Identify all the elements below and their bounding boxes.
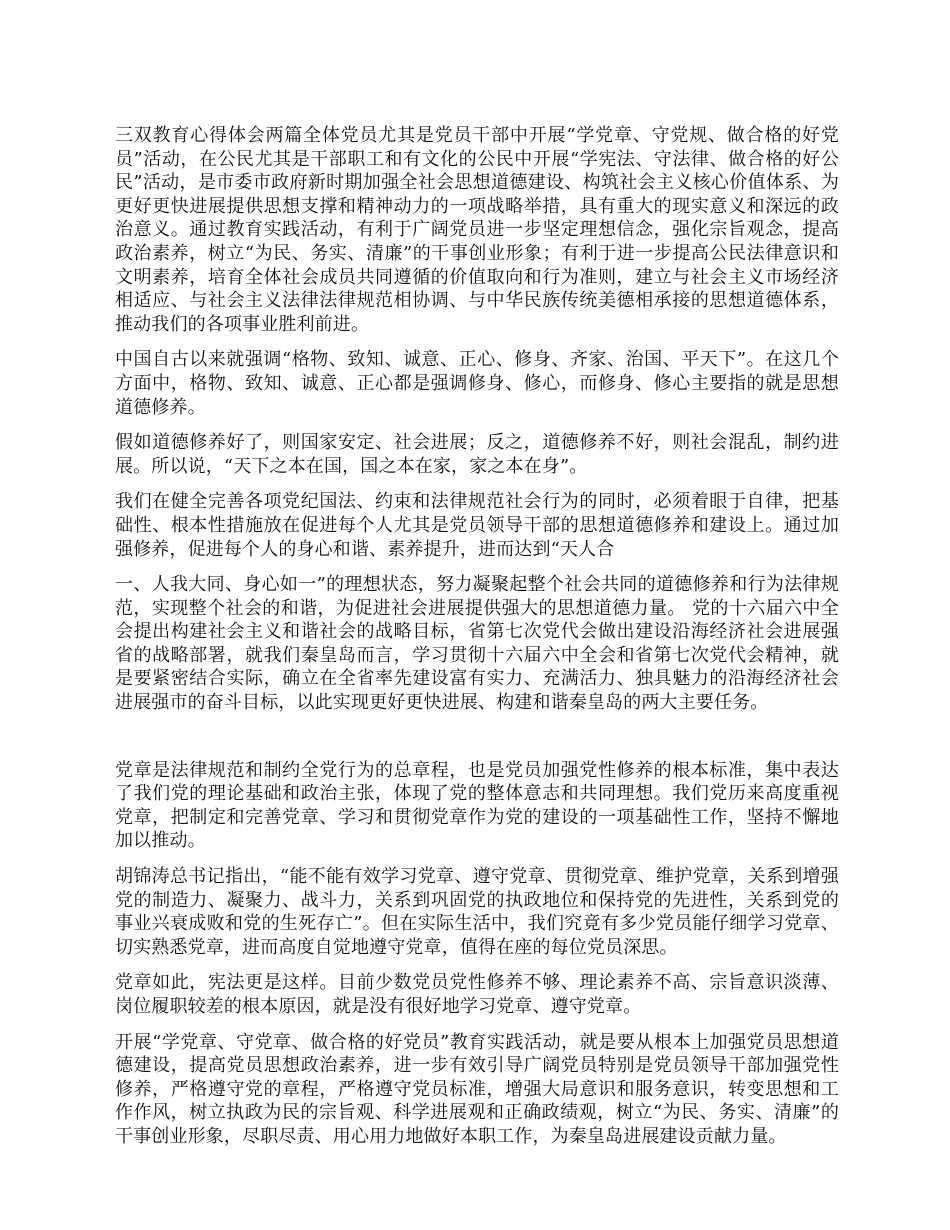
document-page	[115, 124, 839, 1149]
paragraph-party-constitution: 党章是法律规范和制约全党行为的总章程，也是党员加强党性修养的根本标准，集中表达了我们党的理论基础和政治主张，体现了党的整体意志和共同理想。我们党历来高度重视党章，把制定和完善党章、学习和贯彻党章作为党的建设的一项基础性工作，坚持不懈地加以推动。	[115, 759, 839, 852]
paragraph-moral-effects: 假如道德修养好了，则国家安定、社会进展；反之，道德修养不好，则社会混乱，制约进展。所以说，“天下之本在国，国之本在家，家之本在身”。	[115, 432, 839, 477]
paragraph-hu-quote: 胡锦涛总书记指出，“能不能有效学习党章、遵守党章、贯彻党章、维护党章，关系到增强党的制造力、凝聚力、战斗力，关系到巩固党的执政地位和保持党的先进性，关系到党的事业兴衰成败和党的生死存亡”。但在实际生活中，我们究竟有多少党员能仔细学习党章、切实熟悉党章，进而高度自觉地遵守党章，值得在座的每位党员深思。	[115, 866, 839, 958]
paragraph-constitution-law: 党章如此，宪法更是这样。目前少数党员党性修养不够、理论素养不高、宗旨意识淡薄、岗位履职较差的根本原因，就是没有很好地学习党章、遵守党章。	[115, 972, 839, 1017]
paragraph-intro: 三双教育心得体会两篇全体党员尤其是党员干部中开展“学党章、守党规、做合格的好党员”活动，在公民尤其是干部职工和有文化的公民中开展“学宪法、守法律、做合格的好公民”活动，是市委市政府新时期加强全社会思想道德建设、构筑社会主义核心价值体系、为更好更快进展提供思想支撑和精神动力的一项战略举措，具有重大的现实意义和深远的政治意义。通过教育实践活动，有利于广阔党员进一步坚定理想信念，强化宗旨观念，提高政治素养，树立“为民、务实、清廉”的干事创业形象；有利于进一步提高公民法律意识和文明素养，培育全体社会成员共同遵循的价值取向和行为准则，建立与社会主义市场经济相适应、与社会主义法律法律规范相协调、与中华民族传统美德相承接的思想道德体系，推动我们的各项事业胜利前进。	[115, 125, 839, 335]
paragraph-education-campaign: 开展“学党章、守党章、做合格的好党员”教育实践活动，就是要从根本上加强党员思想道德建设，提高党员思想政治素养，进一步有效引导广阔党员特别是党员领导干部加强党性修养，严格遵守党的章程，严格遵守党员标准，增强大局意识和服务意识，转变思想和工作作风，树立执政为民的宗旨观、科学进展观和正确政绩观，树立“为民、务实、清廉”的干事创业形象，尽职尽责、用心用力地做好本职工作，为秦皇岛进展建设贡献力量。	[115, 1031, 839, 1147]
paragraph-self-discipline: 我们在健全完善各项党纪国法、约束和法律规范社会行为的同时，必须着眼于自律，把基础性、根本性措施放在促进每个人尤其是党员领导干部的思想道德修养和建设上。通过加强修养，促进每个人的身心和谐、素养提升，进而达到“天人合	[115, 491, 839, 560]
paragraph-harmony-goals: 一、人我大同、身心如一”的理想状态，努力凝聚起整个社会共同的道德修养和行为法律规范，实现整个社会的和谐，为促进社会进展提供强大的思想道德力量。 党的十六届六中全会提出构建社会主义和谐社会的战略目标，省第七次党代会做出建设沿海经济社会进展强省的战略部署，就我们秦皇岛而言，学习贯彻十六届六中全会和省第七次党代会精神，就是要紧密结合实际，确立在全省率先建设富有实力、充满活力、独具魅力的沿海经济社会进展强市的奋斗目标，以此实现更好更快进展、构建和谐秦皇岛的两大主要任务。	[115, 574, 839, 714]
paragraph-self-cultivation: 中国自古以来就强调“格物、致知、诚意、正心、修身、齐家、治国、平天下”。在这几个方面中，格物、致知、诚意、正心都是强调修身、修心，而修身、修心主要指的就是思想道德修养。	[115, 349, 839, 418]
